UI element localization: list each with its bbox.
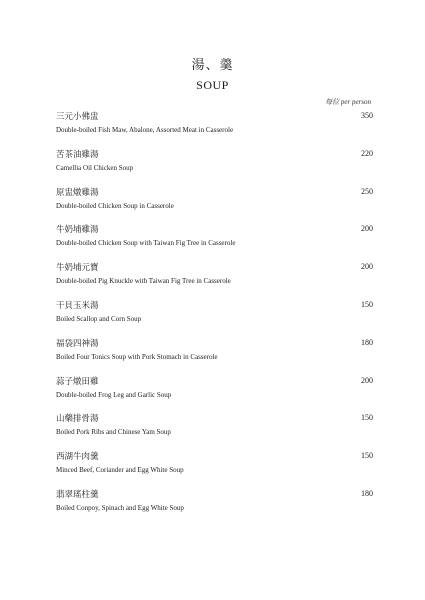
page-title-english: SOUP [196,78,229,92]
item-name-chinese: 干貝玉米湯 [56,300,99,311]
item-name-english: Double-boiled Fish Maw, Abalone, Assorted Meat in Casserole [56,126,234,134]
item-name-chinese: 牛奶埔元寶 [56,263,99,274]
menu-item [56,108,373,146]
item-name-chinese: 原盅燉雞湯 [56,187,99,198]
menu-item [56,448,373,486]
item-price: 180 [361,488,373,498]
page-title-chinese: 湯、羹 [191,58,234,73]
item-name-chinese: 山藥排骨湯 [56,414,99,425]
item-name-english: Boiled Scallop and Corn Soup [56,314,142,323]
item-name-chinese: 福袋四神湯 [56,338,99,349]
menu-item [56,373,373,411]
item-price: 350 [361,111,373,120]
item-name-chinese: 翡翠瑤柱羹 [56,489,99,500]
item-name-english: Boiled Four Tonics Soup with Pork Stomach in Casserole [56,352,218,361]
item-price: 180 [361,337,373,347]
item-price: 200 [361,224,373,234]
item-price: 150 [361,413,373,423]
item-price: 150 [361,299,373,309]
item-name-english: Double-boiled Chicken Soup in Casserole [56,201,174,210]
item-name-english: Boiled Conpoy, Spinach and Egg White Soup [56,503,184,512]
item-price: 150 [361,451,373,461]
item-name-english: Double-boiled Chicken Soup with Taiwan Fig Tree in Casserole [56,239,236,248]
item-name-english: Camellia Oil Chicken Soup [56,163,134,172]
menu-item-list [56,108,373,524]
menu-item [56,146,373,184]
menu-item [56,297,373,335]
menu-item [56,486,373,524]
item-price: 200 [361,375,373,385]
item-name-chinese: 西湖牛肉羹 [56,452,99,463]
menu-item [56,259,373,297]
item-name-chinese: 牛奶埔雞湯 [56,225,99,236]
menu-item [56,335,373,373]
menu-item [56,221,373,259]
price-unit-label: 每位 per person [325,98,371,106]
item-name-chinese: 蒜子燉田雞 [56,376,99,387]
item-name-english: Minced Beef, Coriander and Egg White Soup [56,466,184,475]
item-name-chinese: 苦茶油雞湯 [56,149,99,160]
item-name-english: Double-boiled Pig Knuckle with Taiwan Fig Tree in Casserole [56,277,231,286]
item-name-chinese: 三元小佛盅 [56,112,99,122]
item-name-english: Double-boiled Frog Leg and Garlic Soup [56,390,172,399]
item-price: 220 [361,148,373,158]
item-price: 200 [361,262,373,272]
item-price: 250 [361,186,373,196]
menu-item [56,184,373,222]
menu-item [56,410,373,448]
item-name-english: Boiled Pork Ribs and Chinese Yam Soup [56,428,171,437]
